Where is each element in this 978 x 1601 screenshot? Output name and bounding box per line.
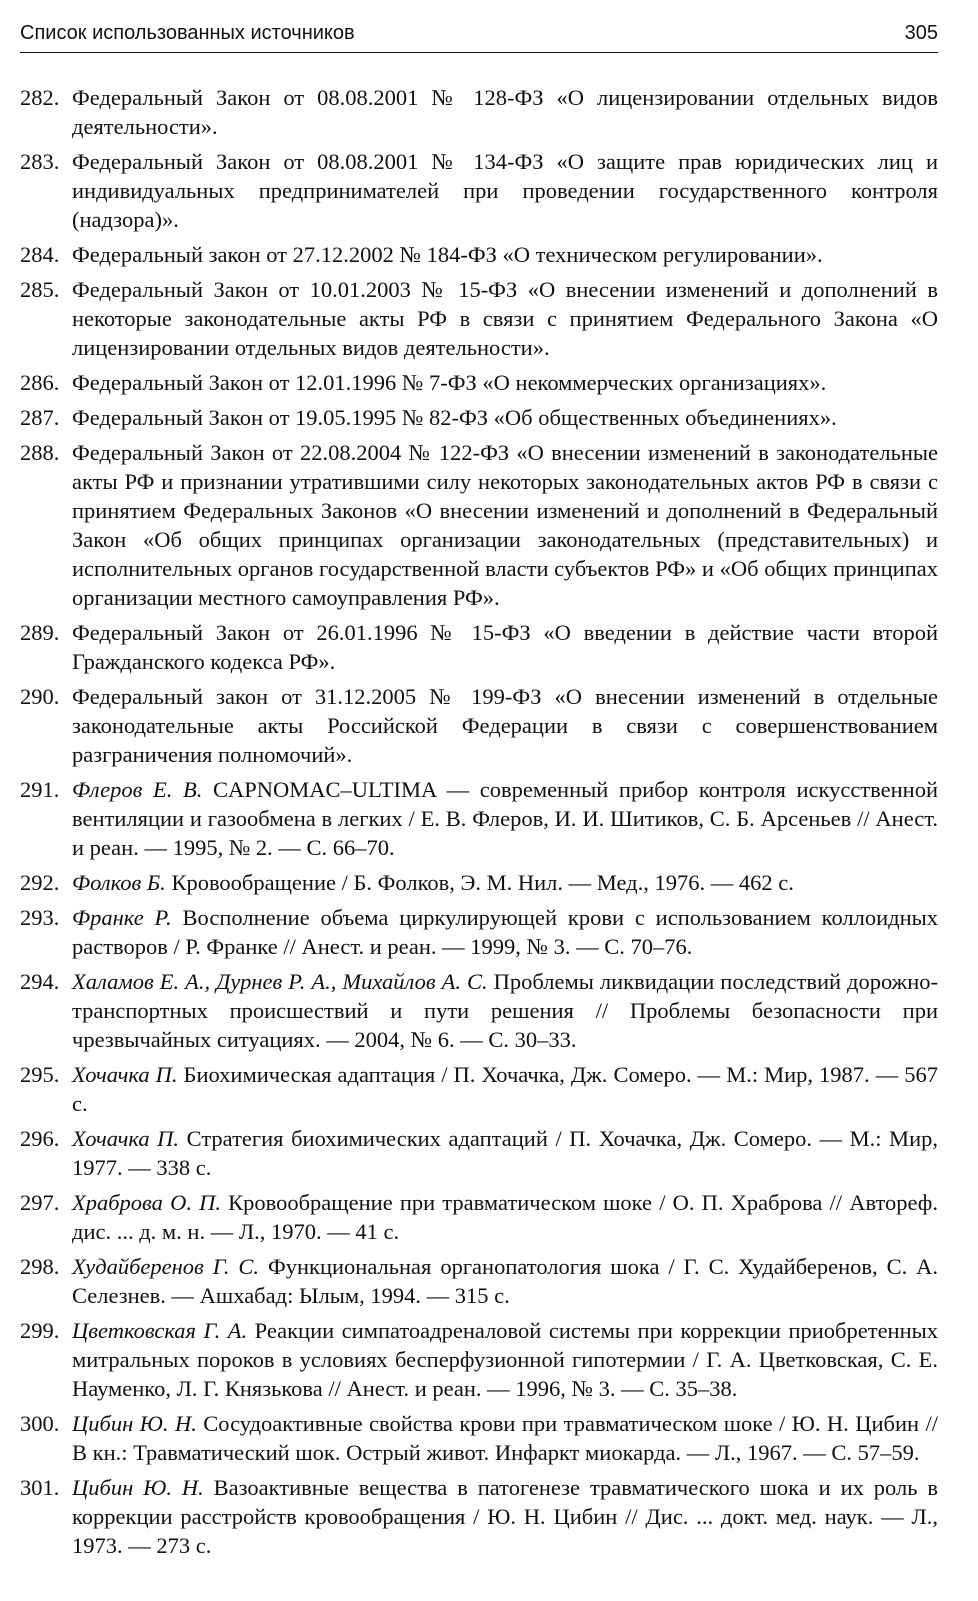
reference-body: Федеральный Закон от 22.08.2004 № 122-ФЗ «О внесении изменений в законодательные акты РФ и признании утратившими силу некоторых законодательных актов РФ в связи с принятием Федеральных Законов «О внесении изменений и дополнений в Федеральный Закон «Об общих принципах организации законодательных (представительных) и исполнительных органов государственной власти субъектов РФ» и «Об общих принципах организации местного самоуправления РФ». bbox=[72, 440, 938, 610]
reference-body: Кровообращение / Б. Фолков, Э. М. Нил. — Мед., 1976. — 462 с. bbox=[165, 870, 794, 895]
reference-author: Цветковская Г. А. bbox=[72, 1318, 248, 1343]
reference-item bbox=[20, 368, 938, 397]
reference-body: Восполнение объема циркулирующей крови с использованием коллоидных растворов / Р. Франке // Анест. и реан. — 1999, № 3. — С. 70–76. bbox=[72, 905, 939, 959]
running-header-title: Список использованных источников bbox=[20, 22, 355, 44]
reference-body: Функциональная органопатология шока / Г. С. Худайберенов, С. А. Селезнев. — Ашхабад: Ылым, 1994. — 315 с. bbox=[72, 1254, 938, 1308]
reference-body: Федеральный закон от 31.12.2005 № 199-ФЗ «О внесении изменений в отдельные законодательные акты Российской Федерации в связи с совершенствованием разграничения полномочий». bbox=[72, 684, 938, 767]
reference-author: Худайберенов Г. С. bbox=[72, 1254, 260, 1279]
reference-body: Федеральный Закон от 26.01.1996 № 15-ФЗ «О введении в действие части второй Гражданского кодекса РФ». bbox=[72, 620, 938, 674]
reference-text bbox=[72, 903, 938, 961]
reference-item bbox=[20, 1060, 938, 1118]
reference-body: Стратегия биохимических адаптаций / П. Хочачка, Дж. Сомеро. — М.: Мир, 1977. — 338 с. bbox=[72, 1126, 938, 1180]
reference-number: 288. bbox=[20, 440, 60, 465]
reference-number: 294. bbox=[20, 969, 60, 994]
reference-number: 284. bbox=[20, 242, 60, 267]
reference-number: 300. bbox=[20, 1411, 60, 1436]
reference-number: 290. bbox=[20, 684, 60, 709]
reference-item bbox=[20, 147, 938, 234]
reference-body: Федеральный Закон от 12.01.1996 № 7-ФЗ «О некоммерческих организациях». bbox=[72, 370, 827, 395]
reference-text bbox=[72, 1473, 938, 1560]
reference-body: Федеральный Закон от 10.01.2003 № 15-ФЗ «О внесении изменений и дополнений в некоторые законодательные акты РФ в связи с принятием Федерального Закона «О лицензировании отдельных видов деятельности». bbox=[72, 277, 938, 360]
reference-list bbox=[20, 83, 938, 1566]
reference-item bbox=[20, 775, 938, 862]
reference-number: 283. bbox=[20, 149, 60, 174]
reference-item bbox=[20, 275, 938, 362]
reference-number: 296. bbox=[20, 1126, 60, 1151]
reference-item bbox=[20, 83, 938, 141]
reference-author: Халамов Е. А., Дурнев Р. А., Михайлов А. С. bbox=[72, 969, 488, 994]
reference-author: Храброва О. П. bbox=[72, 1190, 221, 1215]
reference-item bbox=[20, 1252, 938, 1310]
reference-text bbox=[72, 618, 938, 676]
reference-author: Цибин Ю. Н. bbox=[72, 1411, 197, 1436]
reference-text bbox=[72, 147, 938, 234]
reference-number: 292. bbox=[20, 870, 60, 895]
reference-number: 293. bbox=[20, 905, 60, 930]
reference-item bbox=[20, 682, 938, 769]
reference-body: Сосудоактивные свойства крови при травматическом шоке / Ю. Н. Цибин // В кн.: Травматический шок. Острый живот. Инфаркт миокарда. — Л., 1967. — С. 57–59. bbox=[72, 1411, 938, 1465]
reference-item bbox=[20, 403, 938, 432]
reference-item bbox=[20, 1188, 938, 1246]
reference-text bbox=[72, 1316, 938, 1403]
reference-number: 299. bbox=[20, 1318, 60, 1343]
reference-number: 286. bbox=[20, 370, 60, 395]
reference-text bbox=[72, 868, 938, 897]
reference-item bbox=[20, 1316, 938, 1403]
reference-item bbox=[20, 1124, 938, 1182]
reference-item bbox=[20, 438, 938, 612]
reference-author: Франке Р. bbox=[72, 905, 172, 930]
reference-text bbox=[72, 1124, 938, 1182]
reference-text bbox=[72, 775, 938, 862]
reference-body: CAPNOMAC–ULTIMA — современный прибор контроля искусственной вентиляции и газообмена в легких / Е. В. Флеров, И. И. Шитиков, С. Б. Арсеньев // Анест. и реан. — 1995, № 2. — С. 66–70. bbox=[72, 777, 938, 860]
page-header bbox=[20, 14, 938, 53]
reference-body: Биохимическая адаптация / П. Хочачка, Дж. Сомеро. — М.: Мир, 1987. — 567 с. bbox=[72, 1062, 938, 1116]
reference-text bbox=[72, 403, 938, 432]
reference-item bbox=[20, 1473, 938, 1560]
reference-text bbox=[72, 275, 938, 362]
reference-text bbox=[72, 438, 938, 612]
reference-text bbox=[72, 967, 938, 1054]
reference-number: 289. bbox=[20, 620, 60, 645]
reference-author: Флеров Е. В. bbox=[72, 777, 203, 802]
page-number: 305 bbox=[904, 22, 938, 44]
reference-body: Федеральный Закон от 08.08.2001 № 128-ФЗ «О лицензировании отдельных видов деятельности». bbox=[72, 85, 938, 139]
reference-item bbox=[20, 903, 938, 961]
reference-body: Проблемы ликвидации последствий дорожно-транспортных происшествий и пути решения // Проблемы безопасности при чрезвычайных ситуациях. — 2004, № 6. — С. 30–33. bbox=[72, 969, 938, 1052]
reference-body: Федеральный Закон от 08.08.2001 № 134-ФЗ «О защите прав юридических лиц и индивидуальных предпринимателей при проведении государственного контроля (надзора)». bbox=[72, 149, 938, 232]
reference-text bbox=[72, 1409, 938, 1467]
reference-text bbox=[72, 1252, 938, 1310]
reference-item bbox=[20, 618, 938, 676]
reference-body: Федеральный Закон от 19.05.1995 № 82-ФЗ «Об общественных объединениях». bbox=[72, 405, 837, 430]
reference-author: Хочачка П. bbox=[72, 1126, 180, 1151]
reference-text bbox=[72, 240, 938, 269]
reference-number: 301. bbox=[20, 1475, 60, 1500]
reference-text bbox=[72, 1060, 938, 1118]
reference-body: Вазоактивные вещества в патогенезе травматического шока и их роль в коррекции расстройств кровообращения / Ю. Н. Цибин // Дис. ... докт. мед. наук. — Л., 1973. — 273 с. bbox=[72, 1475, 938, 1558]
reference-body: Реакции симпатоадреналовой системы при коррекции приобретенных митральных пороков в условиях бесперфузионной гипотермии / Г. А. Цветковская, С. Е. Науменко, Л. Г. Князькова // Анест. и реан. — 1996, № 3. — С. 35–38. bbox=[72, 1318, 938, 1401]
reference-number: 287. bbox=[20, 405, 60, 430]
reference-text bbox=[72, 1188, 938, 1246]
reference-item bbox=[20, 967, 938, 1054]
reference-number: 297. bbox=[20, 1190, 60, 1215]
reference-item bbox=[20, 240, 938, 269]
reference-author: Хочачка П. bbox=[72, 1062, 178, 1087]
reference-author: Цибин Ю. Н. bbox=[72, 1475, 204, 1500]
reference-body: Федеральный закон от 27.12.2002 № 184-ФЗ «О техническом регулировании». bbox=[72, 242, 823, 267]
reference-author: Фолков Б. bbox=[72, 870, 166, 895]
reference-text bbox=[72, 83, 938, 141]
reference-item bbox=[20, 1409, 938, 1467]
reference-number: 282. bbox=[20, 85, 60, 110]
reference-number: 298. bbox=[20, 1254, 60, 1279]
reference-body: Кровообращение при травматическом шоке / О. П. Храброва // Автореф. дис. ... д. м. н. — Л., 1970. — 41 с. bbox=[72, 1190, 939, 1244]
reference-item bbox=[20, 868, 938, 897]
reference-text bbox=[72, 682, 938, 769]
reference-number: 285. bbox=[20, 277, 60, 302]
reference-number: 295. bbox=[20, 1062, 60, 1087]
reference-text bbox=[72, 368, 938, 397]
reference-number: 291. bbox=[20, 777, 60, 802]
